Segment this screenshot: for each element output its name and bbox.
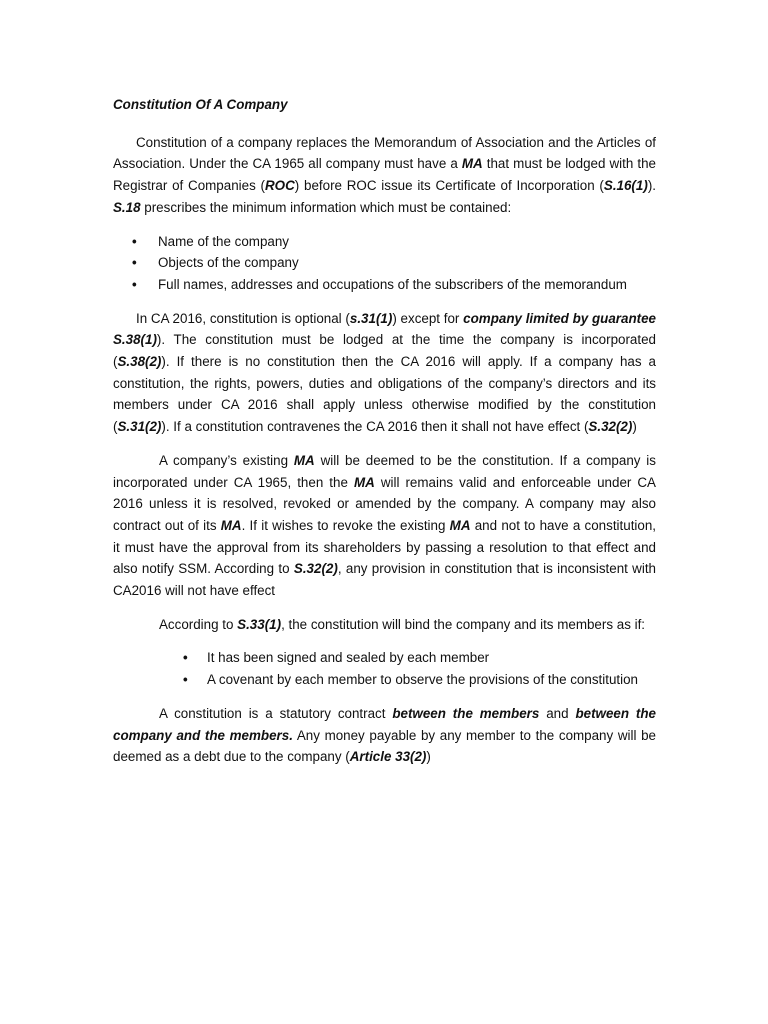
list-item: • Name of the company (113, 231, 656, 253)
emphasis-section: S.38(2) (117, 354, 162, 370)
text-run: that must be lodged with the Registrar of Companies ( (113, 156, 656, 194)
emphasis-article: Article 33(2) (349, 749, 427, 765)
bullet-list-minimum-info (113, 231, 656, 296)
document-title: Constitution Of A Company (113, 97, 288, 112)
paragraph-binding (113, 614, 656, 636)
text-run: According to (159, 616, 238, 632)
emphasis-section: S.16(1) (603, 178, 648, 194)
emphasis-guarantee: company limited by guarantee S.38(1) (113, 310, 657, 348)
text-run: ). If a constitution contravenes the CA 2016 then it shall not have effect ( (161, 419, 589, 435)
emphasis-section: S.33(1) (237, 616, 282, 632)
text-run: A company’s existing (159, 452, 294, 468)
text-run: will be deemed to be the constitution. If a company is incorporated under CA 1965, then the (113, 452, 656, 490)
text-run: ). (647, 178, 656, 194)
text-run: Constitution of a company replaces the Memorandum of Association and the Articles of Association. Under the CA 1965 all company must have a (113, 134, 656, 172)
bullet-list-binding (113, 647, 656, 690)
emphasis-section: S.18 (113, 199, 141, 215)
emphasis-section: S.31(2) (117, 419, 162, 435)
paragraph-statutory-contract (113, 703, 656, 768)
text-run: will remains valid and enforceable under CA 2016 unless it is resolved, revoked or amended by the company. A company may also contract out of its (113, 474, 656, 533)
paragraph-ca2016 (113, 308, 656, 438)
emphasis-ma: MA (461, 156, 483, 172)
emphasis-ma: MA (449, 517, 471, 533)
text-run: ) (426, 749, 431, 765)
list-item: • A covenant by each member to observe the provisions of the constitution (113, 669, 656, 691)
emphasis-phrase: between the company and the members. (113, 705, 656, 743)
emphasis-section: S.32(2) (293, 561, 338, 577)
list-item: • Objects of the company (113, 252, 656, 274)
emphasis-section: s.31(1) (349, 310, 393, 326)
text-run: ) before ROC issue its Certificate of Incorporation ( (294, 178, 604, 194)
text-run: and not to have a constitution, it must have the approval from its shareholders by passing a resolution to that effect and also notify SSM. According to (113, 517, 656, 577)
emphasis-section: S.32(2) (588, 419, 633, 435)
paragraph-existing-ma (113, 450, 656, 602)
text-run: A constitution is a statutory contract (159, 705, 393, 721)
text-run: prescribes the minimum information which must be contained: (140, 199, 512, 215)
text-run: , any provision in constitution that is inconsistent with CA2016 will not have effect (113, 561, 656, 599)
list-item: • It has been signed and sealed by each member (113, 647, 656, 669)
emphasis-phrase: between the members (392, 705, 540, 721)
text-run: , the constitution will bind the company and its members as if: (281, 616, 646, 632)
text-run: ) except for (392, 310, 464, 326)
document-body (113, 94, 656, 768)
paragraph-intro (113, 132, 656, 219)
list-item: • Full names, addresses and occupations of the subscribers of the memorandum (113, 274, 656, 296)
emphasis-roc: ROC (265, 178, 295, 194)
text-run: . If it wishes to revoke the existing (241, 517, 450, 533)
emphasis-ma: MA (293, 452, 315, 468)
text-run: In CA 2016, constitution is optional ( (136, 310, 350, 326)
emphasis-ma: MA (220, 517, 242, 533)
text-run: ). The constitution must be lodged at the time the company is incorporated ( (113, 332, 656, 370)
text-run: ). If there is no constitution then the CA 2016 will apply. If a company has a constitution, the rights, powers, duties and obligations of the company’s directors and its members under CA 2016 shall apply unless otherwise modified by the constitution ( (113, 354, 656, 435)
text-run: ) (632, 419, 637, 435)
emphasis-ma: MA (353, 474, 375, 490)
text-run: Any money payable by any member to the company will be deemed as a debt due to the company ( (113, 727, 657, 765)
text-run: and (539, 705, 576, 721)
